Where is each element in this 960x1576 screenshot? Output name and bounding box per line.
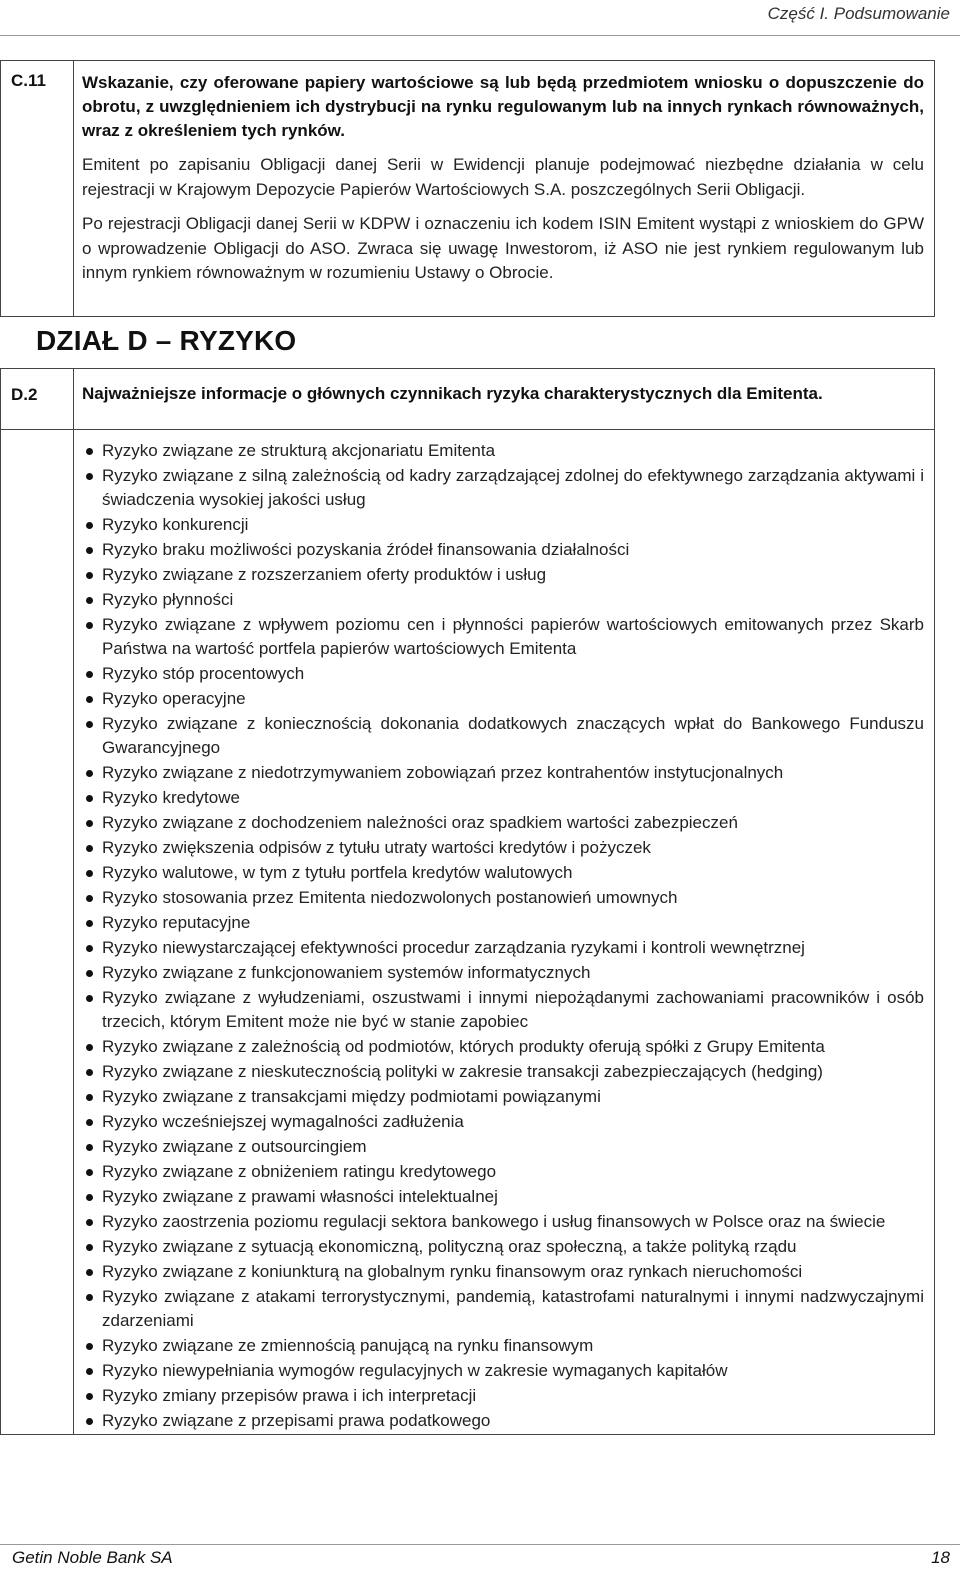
bullet-icon xyxy=(86,1194,93,1201)
bullet-icon xyxy=(86,1269,93,1276)
risk-text: Ryzyko związane z outsourcingiem xyxy=(102,1137,367,1156)
risk-list-item xyxy=(86,1260,924,1284)
bullet-icon xyxy=(86,473,93,480)
risk-list-item xyxy=(86,986,924,1034)
risk-text: Ryzyko stóp procentowych xyxy=(102,664,305,683)
risk-text: Ryzyko niewypełniania wymogów regulacyjnych w zakresie wymaganych kapitałów xyxy=(102,1361,728,1380)
risk-text: Ryzyko konkurencji xyxy=(102,515,249,534)
bullet-icon xyxy=(86,1144,93,1151)
risk-text: Ryzyko wcześniejszej wymagalności zadłużenia xyxy=(102,1112,464,1131)
risk-text: Ryzyko związane z niedotrzymywaniem zobowiązań przez kontrahentów instytucjonalnych xyxy=(102,763,784,782)
risk-list-item xyxy=(86,1235,924,1259)
risk-list-item xyxy=(86,861,924,885)
risk-list xyxy=(74,430,934,1433)
risk-text: Ryzyko związane z prawami własności intelektualnej xyxy=(102,1187,498,1206)
bullet-icon xyxy=(86,1244,93,1251)
risk-text: Ryzyko związane z rozszerzaniem oferty produktów i usług xyxy=(102,565,547,584)
risk-text: Ryzyko związane z zależnością od podmiotów, których produkty oferują spółki z Grupy Emitenta xyxy=(102,1037,825,1056)
risk-text: Ryzyko niewystarczającej efektywności procedur zarządzania ryzykami i kontroli wewnętrznej xyxy=(102,938,805,957)
bullet-icon xyxy=(86,1044,93,1051)
risk-list-item xyxy=(86,1334,924,1358)
risk-list-item xyxy=(86,1185,924,1209)
bullet-icon xyxy=(86,1343,93,1350)
bullet-icon xyxy=(86,1393,93,1400)
bullet-icon xyxy=(86,597,93,604)
risk-text: Ryzyko związane z sytuacją ekonomiczną, polityczną oraz społeczną, a także polityką rządu xyxy=(102,1237,797,1256)
risk-text: Ryzyko związane z dochodzeniem należności oraz spadkiem wartości zabezpieczeń xyxy=(102,813,738,832)
c11-paragraph-2: Po rejestracji Obligacji danej Serii w KDPW i oznaczeniu ich kodem ISIN Emitent wystąpi z wnioskiem do GPW o wprowadzenie Obligacji do ASO. Zwraca się uwagę Inwestorom, iż ASO nie jest rynkiem regulowanym lub innym rynkiem równoważnym w rozumieniu Ustawy o Obrocie. xyxy=(82,214,924,282)
risk-list-item xyxy=(86,886,924,910)
risk-text: Ryzyko związane z przepisami prawa podatkowego xyxy=(102,1411,491,1430)
d2-title: Najważniejsze informacje o głównych czynnikach ryzyka charakterystycznych dla Emitenta. xyxy=(82,384,823,403)
bullet-icon xyxy=(86,770,93,777)
risk-list-item xyxy=(86,513,924,537)
risk-list-item xyxy=(86,1409,924,1433)
risk-list-item xyxy=(86,1285,924,1333)
risk-list-item xyxy=(86,464,924,512)
risk-text: Ryzyko związane ze zmiennością panującą na rynku finansowym xyxy=(102,1336,594,1355)
bullet-icon xyxy=(86,1119,93,1126)
bullet-icon xyxy=(86,1368,93,1375)
header-rule xyxy=(0,35,960,36)
risk-list-item xyxy=(86,1085,924,1109)
risk-list-item xyxy=(86,687,924,711)
bullet-icon xyxy=(86,572,93,579)
bullet-icon xyxy=(86,696,93,703)
d2-title-cell xyxy=(74,369,935,430)
risk-text: Ryzyko walutowe, w tym z tytułu portfela kredytów walutowych xyxy=(102,863,573,882)
bullet-icon xyxy=(86,1169,93,1176)
risk-text: Ryzyko związane z wyłudzeniami, oszustwami i innymi niepożądanymi zachowaniami pracowników i osób trzecich, którym Emitent może nie być w stanie zapobiec xyxy=(102,988,924,1031)
bullet-icon xyxy=(86,1418,93,1425)
bullet-icon xyxy=(86,622,93,629)
bullet-icon xyxy=(86,1294,93,1301)
risk-text: Ryzyko związane z funkcjonowaniem systemów informatycznych xyxy=(102,963,591,982)
risk-text: Ryzyko zaostrzenia poziomu regulacji sektora bankowego i usług finansowych w Polsce oraz na świecie xyxy=(102,1212,886,1231)
d2-code: D.2 xyxy=(1,369,74,430)
risk-text: Ryzyko związane z transakcjami między podmiotami powiązanymi xyxy=(102,1087,601,1106)
risk-list-item xyxy=(86,563,924,587)
bullet-icon xyxy=(86,795,93,802)
bullet-icon xyxy=(86,870,93,877)
bullet-icon xyxy=(86,671,93,678)
bullet-icon xyxy=(86,945,93,952)
risk-list-item xyxy=(86,1110,924,1134)
bullet-icon xyxy=(86,845,93,852)
risk-list-item xyxy=(86,936,924,960)
bullet-icon xyxy=(86,995,93,1002)
risk-list-item xyxy=(86,613,924,661)
d2-risks-cell xyxy=(74,430,935,1435)
d2-table xyxy=(0,368,935,1435)
bullet-icon xyxy=(86,522,93,529)
risk-list-item xyxy=(86,1160,924,1184)
bullet-icon xyxy=(86,721,93,728)
risk-text: Ryzyko zmiany przepisów prawa i ich interpretacji xyxy=(102,1386,477,1405)
risk-text: Ryzyko operacyjne xyxy=(102,689,246,708)
risk-list-item xyxy=(86,1060,924,1084)
bullet-icon xyxy=(86,448,93,455)
c11-table xyxy=(0,60,935,317)
risk-text: Ryzyko związane z silną zależnością od kadry zarządzającej zdolnej do efektywnego zarządzania aktywami i świadczenia wysokiej jakości usług xyxy=(102,466,924,509)
risk-text: Ryzyko zwiększenia odpisów z tytułu utraty wartości kredytów i pożyczek xyxy=(102,838,651,857)
risk-list-item xyxy=(86,1384,924,1408)
risk-list-item xyxy=(86,786,924,810)
risk-text: Ryzyko kredytowe xyxy=(102,788,240,807)
risk-list-item xyxy=(86,761,924,785)
risk-list-item xyxy=(86,588,924,612)
bullet-icon xyxy=(86,895,93,902)
risk-text: Ryzyko związane z koniunkturą na globalnym rynku finansowym oraz rynkach nieruchomości xyxy=(102,1262,803,1281)
c11-paragraph-1: Emitent po zapisaniu Obligacji danej Serii w Ewidencji planuje podejmować niezbędne działania w celu rejestracji w Krajowym Depozycie Papierów Wartościowych S.A. poszczególnych Serii Obligacji. xyxy=(82,155,924,199)
page-header-section-label: Część I. Podsumowanie xyxy=(767,4,950,23)
risk-list-item xyxy=(86,662,924,686)
risk-text: Ryzyko reputacyjne xyxy=(102,913,251,932)
c11-content-cell xyxy=(74,61,935,317)
footer-company: Getin Noble Bank SA xyxy=(12,1548,173,1567)
bullet-icon xyxy=(86,547,93,554)
footer-rule xyxy=(0,1544,960,1545)
section-heading: DZIAŁ D – RYZYKO xyxy=(36,325,297,356)
c11-code: C.11 xyxy=(1,61,74,317)
risk-text: Ryzyko związane z atakami terrorystycznymi, pandemią, katastrofami naturalnymi i innymi nadzwyczajnymi zdarzeniami xyxy=(102,1287,924,1330)
risk-text: Ryzyko związane z koniecznością dokonania dodatkowych znaczących wpłat do Bankowego Funduszu Gwarancyjnego xyxy=(102,714,924,757)
risk-list-item xyxy=(86,811,924,835)
risk-list-item xyxy=(86,538,924,562)
d2-empty-code-cell xyxy=(1,430,74,1435)
risk-list-item xyxy=(86,961,924,985)
bullet-icon xyxy=(86,1219,93,1226)
risk-list-item xyxy=(86,1359,924,1383)
bullet-icon xyxy=(86,1094,93,1101)
risk-text: Ryzyko związane z nieskutecznością polityki w zakresie transakcji zabezpieczających (hedging) xyxy=(102,1062,823,1081)
risk-text: Ryzyko stosowania przez Emitenta niedozwolonych postanowień umownych xyxy=(102,888,678,907)
risk-text: Ryzyko braku możliwości pozyskania źródeł finansowania działalności xyxy=(102,540,630,559)
risk-list-item xyxy=(86,1210,924,1234)
risk-text: Ryzyko związane z wpływem poziomu cen i płynności papierów wartościowych emitowanych przez Skarb Państwa na wartość portfela papierów wartościowych Emitenta xyxy=(102,615,924,658)
risk-list-item xyxy=(86,1135,924,1159)
bullet-icon xyxy=(86,1069,93,1076)
footer-page-number: 18 xyxy=(931,1548,950,1567)
risk-text: Ryzyko płynności xyxy=(102,590,234,609)
risk-list-item xyxy=(86,712,924,760)
risk-list-item xyxy=(86,439,924,463)
c11-title: Wskazanie, czy oferowane papiery wartościowe są lub będą przedmiotem wniosku o dopuszczenie do obrotu, z uwzględnieniem ich dystrybucji na rynku regulowanym lub na innych rynkach równoważnych, wraz z określeniem tych rynków. xyxy=(82,73,924,140)
risk-list-item xyxy=(86,1035,924,1059)
risk-text: Ryzyko związane ze strukturą akcjonariatu Emitenta xyxy=(102,441,496,460)
bullet-icon xyxy=(86,820,93,827)
bullet-icon xyxy=(86,920,93,927)
risk-list-item xyxy=(86,836,924,860)
bullet-icon xyxy=(86,970,93,977)
risk-list-item xyxy=(86,911,924,935)
risk-text: Ryzyko związane z obniżeniem ratingu kredytowego xyxy=(102,1162,497,1181)
